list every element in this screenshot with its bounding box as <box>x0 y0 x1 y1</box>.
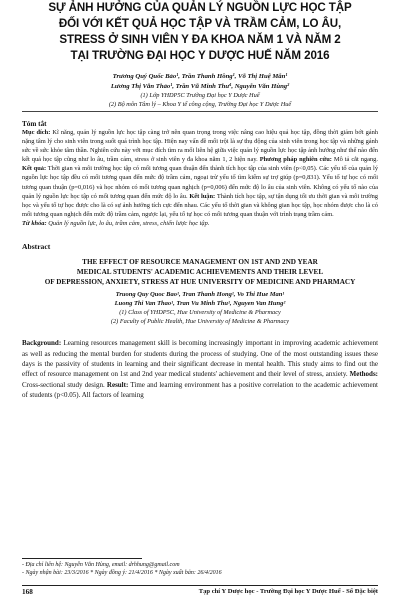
affiliation-line: (1) Class of YHDP5C, Hue University of Medicine & Pharmacy <box>119 309 281 317</box>
footnote-rule <box>22 558 142 559</box>
footnote-dates: - Ngày nhận bài: 23/3/2016 * Ngày đồng ý: 21/4/2016 * Ngày xuất bản: 26/4/2016 <box>22 570 222 577</box>
abstract-label: Background: <box>22 339 62 348</box>
summary-text: Kĩ năng, quản lý nguồn lực học tập càng trở nên quan trọng trong việc nâng cao hiệu quả học tập, đồng thời giảm bớt gánh nặng tâm lý cho sinh viên trong suốt quá trình học tập. Hiện nay vấn đề mối trội là sự thụ động của sinh viên trong học tập và những gánh sức về sức khỏe tâm thần. Nghiên cứu này với mục đích tìm ra mối liên hệ giữa việc quản lý nguồn lực học tập ảnh hưởng như thế nào đến kết quả học tập cũng như lo âu, trầm cảm, stress ở sinh viên y đa khoa năm 1, 2 hiện nay. <box>22 129 378 164</box>
divider <box>22 111 378 112</box>
summary-vi <box>22 128 378 228</box>
paper-title-en <box>22 257 378 287</box>
authors-vi <box>22 72 378 91</box>
title-line: STRESS Ở SINH VIÊN Y ĐA KHOA NĂM 1 VÀ NĂM 2 <box>59 33 341 46</box>
summary-label: Kết quả: <box>22 165 47 173</box>
journal-name: Tạp chí Y Dược học - Trường Đại học Y Dược Huế - Số Đặc biệt <box>198 588 378 595</box>
paper-title-vi <box>22 0 378 64</box>
authors-en <box>22 290 378 308</box>
author-line: Truong Quy Quoc Bao¹, Tran Thanh Hong¹, Vo Thi Hue Man¹ <box>115 291 285 299</box>
summary-label: Phương pháp nghiên cứu: <box>259 156 332 164</box>
summary-text: Thành tích học tập, sự tận dụng tối ưu thời gian và môi trường học và yếu tố tự học được cho là có sự ảnh hưởng tích cực đến nhau. Các yếu tố thời gian và không gian học tập, học nhóm được cho là có mối tương quan nghịch đến mức độ trầm cảm, ngược lại, yếu tố tự học có mối tương quan thuận với trình trạng trầm cảm. <box>22 192 378 218</box>
abstract-label: Result: <box>106 380 129 389</box>
author-line: Trương Quý Quốc Bảo¹, Trần Thanh Hồng¹, Võ Thị Huệ Mẫn¹ <box>112 73 288 80</box>
affiliations-en <box>22 308 378 326</box>
affiliation-line: (2) Faculty of Public Health, Hue University of Medicine & Pharmacy <box>110 318 290 326</box>
affiliation-line: (1) Lớp YHDP5C Trường Đại học Y Dược Huế <box>140 92 260 99</box>
abstract-heading: Abstract <box>22 242 51 252</box>
title-line: THE EFFECT OF RESOURCE MANAGEMENT ON 1ST AND 2ND YEAR <box>82 258 318 267</box>
abstract-label: Methods: <box>349 370 378 379</box>
title-line: OF DEPRESSION, ANXIETY, STRESS AT HUE UNIVERSITY OF MEDICINE AND PHARMACY <box>44 278 356 287</box>
summary-text: Thời gian và môi trường học tập có mối tương quan thuận đến thành tích học tập của sinh viên (p<0,05). Các yếu tố của quản lý nguồn lực học tập đều có mối tương quan đến mức độ trầm cảm, ngoại trừ yếu tố tìm kiếm sự trợ giúp (p=0,831). Yếu tố tự học có mối tương quan thuận (p=0,016) và học nhóm có mối tương quan nghịch (p=0,006) đến mức độ lo âu của sinh viên. Không có yếu tố nào của quản lý nguồn lực học tập có mối tương quan đến mức độ lo âu. <box>22 165 379 200</box>
abstract-text: Learning resources management skill is becoming increasingly important in improving academic achievement as well as reducing the mental burden for students during the process of studying. One of the most outstanding issues these days is the passivity of students in learning and their significant decrease in mental health. This study aims to find out the effect of resource management on 1st and 2nd year medical students' achievement and their level of stress, anxiety. <box>22 339 379 379</box>
abstract-text: Cross-sectional study design. <box>22 380 105 389</box>
abstract-text: Time and learning environment has a positive correlation to the academic achievement of students (p<0.05). All factors of learning <box>22 380 378 399</box>
page-number: 168 <box>22 588 33 596</box>
affiliation-line: (2) Bộ môn Tâm lý – Khoa Y tế công cộng, Trường Đại học Y Dược Huế <box>108 101 292 108</box>
footnotes <box>22 558 378 577</box>
summary-text: Mô tả cắt ngang. <box>333 156 378 164</box>
title-line: ĐỐI VỚI KẾT QUẢ HỌC TẬP VÀ TRẦM CẢM, LO ÂU, <box>58 17 342 30</box>
footnote-contact: - Địa chỉ liên hệ: Nguyễn Văn Hùng, email: drhhung@gmail.com <box>22 562 180 568</box>
page-footer <box>22 585 378 596</box>
abstract-en <box>22 338 378 400</box>
title-line: SỰ ẢNH HƯỞNG CỦA QUẢN LÝ NGUỒN LỰC HỌC TẬP <box>48 1 352 14</box>
summary-label: Kết luận: <box>189 192 216 200</box>
title-line: TẠI TRƯỜNG ĐẠI HỌC Y DƯỢC HUẾ NĂM 2016 <box>70 49 330 62</box>
summary-label: Mục đích: <box>22 129 51 136</box>
keywords-label: Từ khóa: <box>22 219 47 227</box>
summary-heading: Tóm tắt <box>22 120 47 128</box>
keywords-text: Quản lý nguồn lực, lo âu, trầm cảm, stress, chiến lược học tập. <box>48 219 210 227</box>
affiliations-vi <box>22 91 378 109</box>
author-line: Luong Thi Van Thao¹, Tran Vu Minh Thu¹, Nguyen Van Hung² <box>114 300 286 308</box>
author-line: Lương Thị Văn Thảo¹, Trần Vũ Minh Thư¹, Nguyễn Văn Hùng² <box>110 82 290 90</box>
title-line: MEDICAL STUDENTS' ACADEMIC ACHIEVEMENTS AND THEIR LEVEL <box>76 268 324 277</box>
